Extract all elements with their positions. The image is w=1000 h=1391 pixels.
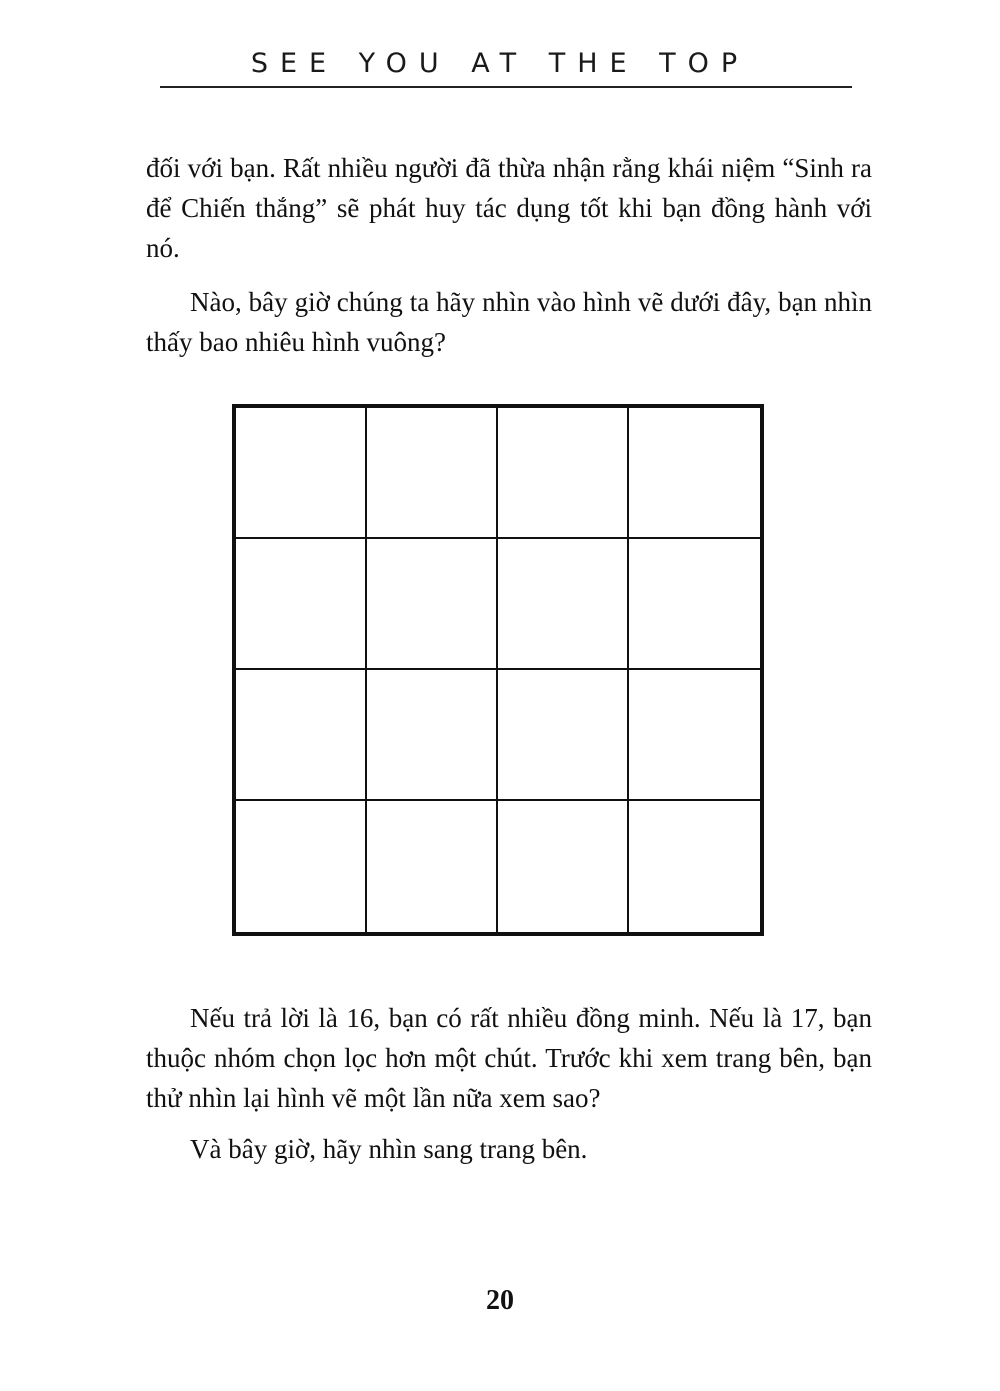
grid-cell [236, 539, 367, 670]
grid-cell [629, 670, 760, 801]
grid-cell [498, 801, 629, 932]
grid-cell [236, 670, 367, 801]
paragraph-2: Nào, bây giờ chúng ta hãy nhìn vào hình vẽ dưới đây, bạn nhìn thấy bao nhiêu hình vuông? [146, 287, 872, 357]
grid-cell [498, 408, 629, 539]
grid-cell [629, 539, 760, 670]
grid-cell [498, 539, 629, 670]
paragraph-3: Nếu trả lời là 16, bạn có rất nhiều đồng minh. Nếu là 17, bạn thuộc nhóm chọn lọc hơn một chút. Trước khi xem trang bên, bạn thử nhìn lại hình vẽ một lần nữa xem sao? [146, 1003, 872, 1113]
running-header: SEE YOU AT THE TOP [250, 48, 750, 79]
grid-cell [367, 670, 498, 801]
square-grid-figure [232, 404, 764, 936]
paragraph-1: đối với bạn. Rất nhiều người đã thừa nhận rằng khái niệm “Sinh ra để Chiến thắng” sẽ phát huy tác dụng tốt khi bạn đồng hành với nó. [146, 153, 872, 263]
grid-cell [367, 801, 498, 932]
grid-cell [629, 801, 760, 932]
grid-cell [236, 801, 367, 932]
grid-cell [629, 408, 760, 539]
grid-cell [367, 408, 498, 539]
grid-cell [498, 670, 629, 801]
grid-cell [236, 408, 367, 539]
page-number: 20 [486, 1285, 514, 1316]
grid-cell [367, 539, 498, 670]
header-rule [160, 86, 852, 88]
paragraph-4: Và bây giờ, hãy nhìn sang trang bên. [190, 1134, 588, 1164]
